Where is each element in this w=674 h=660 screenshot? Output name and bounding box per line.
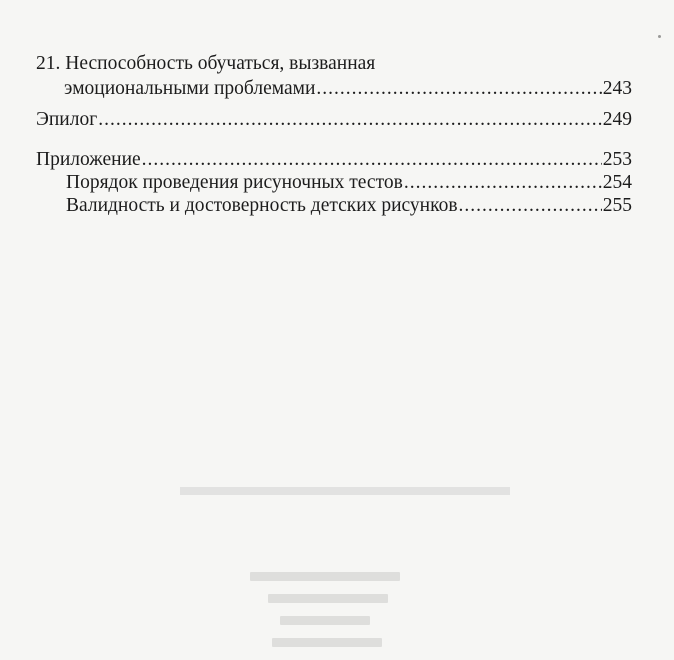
paper-speck: [658, 35, 661, 38]
toc-page-number: 253: [602, 149, 632, 170]
dot-leader: [98, 108, 602, 131]
toc-page-number: 254: [602, 172, 632, 193]
toc-page-number: 255: [602, 195, 632, 216]
toc-entry-label: Валидность и достоверность детских рисунков: [66, 195, 458, 216]
toc-entry-appendix: [36, 148, 632, 171]
toc-entry-label: Приложение: [36, 149, 141, 170]
toc-entry-label: Порядок проведения рисуночных тестов: [66, 172, 403, 193]
dot-leader: [404, 171, 602, 194]
toc-page-number: 249: [602, 109, 632, 130]
toc-entry-label: 21. Неспособность обучаться, вызванная: [36, 53, 376, 74]
toc-entry-chapter-21: [36, 52, 375, 75]
toc-entry-chapter-21-continued: [64, 77, 632, 100]
dot-leader: [316, 77, 601, 100]
toc-page-number: 243: [602, 78, 632, 99]
toc-entry-epilogue: [36, 108, 632, 131]
toc-entry-label: эмоциональными проблемами: [64, 78, 316, 99]
bleed-through-imprint: [250, 572, 410, 660]
toc-entry-appendix-validity: [66, 194, 632, 217]
dot-leader: [459, 194, 602, 217]
dot-leader: [142, 148, 602, 171]
toc-entry-appendix-tests: [66, 171, 632, 194]
toc-entry-label: Эпилог: [36, 109, 98, 130]
bleed-through-line: [180, 483, 510, 499]
